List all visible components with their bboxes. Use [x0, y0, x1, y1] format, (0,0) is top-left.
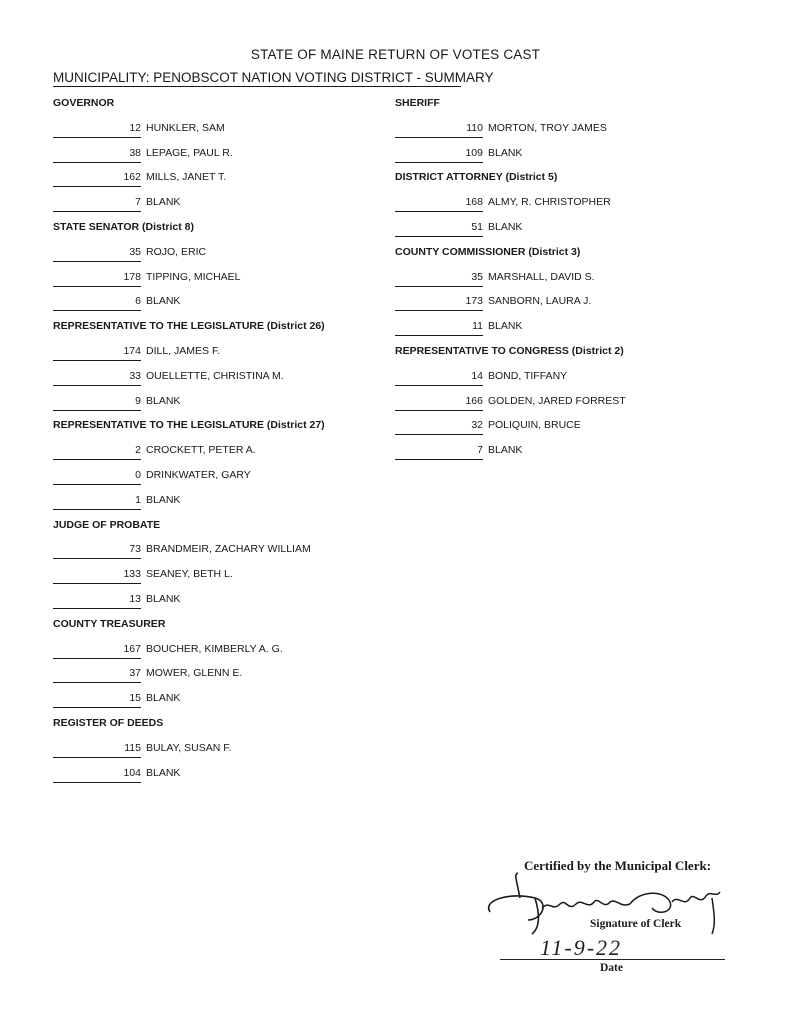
candidate-row: [395, 443, 695, 468]
certification-heading: Certified by the Municipal Clerk:: [524, 858, 712, 873]
office-title: STATE SENATOR (District 8): [53, 220, 194, 233]
candidate-row: [53, 468, 373, 493]
candidate-name: BRANDMEIR, ZACHARY WILLIAM: [146, 543, 311, 556]
office-title: REPRESENTATIVE TO THE LEGISLATURE (District 26): [53, 320, 325, 333]
vote-count: 166: [395, 394, 483, 411]
candidate-row: [53, 344, 373, 369]
vote-count: 104: [53, 766, 141, 783]
candidate-name: TIPPING, MICHAEL: [146, 270, 241, 283]
candidate-name: DRINKWATER, GARY: [146, 468, 251, 481]
candidate-name: BLANK: [146, 592, 181, 605]
candidate-row: [53, 766, 373, 791]
candidate-row: [53, 121, 373, 146]
vote-count: 38: [53, 146, 141, 163]
office-title: REPRESENTATIVE TO THE LEGISLATURE (District 27): [53, 419, 325, 432]
office-title: JUDGE OF PROBATE: [53, 518, 161, 531]
candidate-name: CROCKETT, PETER A.: [146, 444, 256, 457]
candidate-name: LEPAGE, PAUL R.: [146, 146, 233, 159]
municipality-heading: MUNICIPALITY: PENOBSCOT NATION VOTING DISTRICT - SUMMARY: [53, 70, 494, 85]
vote-count: 13: [53, 592, 141, 609]
candidate-row: [53, 394, 373, 419]
vote-count: 15: [53, 691, 141, 708]
candidate-name: BLANK: [146, 766, 181, 779]
signature-label: Signature of Clerk: [590, 918, 682, 930]
office-title: COUNTY TREASURER: [53, 617, 166, 630]
candidate-name: BLANK: [146, 394, 181, 407]
candidate-name: POLIQUIN, BRUCE: [488, 419, 581, 432]
office-title: REPRESENTATIVE TO CONGRESS (District 2): [395, 344, 624, 357]
vote-count: 109: [395, 146, 483, 163]
candidate-name: BLANK: [488, 146, 523, 159]
candidate-row: [53, 294, 373, 319]
candidate-name: ROJO, ERIC: [146, 245, 207, 258]
vote-count: 167: [53, 642, 141, 659]
vote-count: 7: [395, 443, 483, 460]
candidate-name: BLANK: [146, 692, 181, 705]
candidate-name: BLANK: [146, 196, 181, 209]
candidate-row: [395, 294, 695, 319]
vote-count: 32: [395, 418, 483, 435]
candidate-name: BLANK: [146, 493, 181, 506]
office-title: DISTRICT ATTORNEY (District 5): [395, 171, 558, 184]
vote-count: 11: [395, 319, 483, 336]
candidate-name: MARSHALL, DAVID S.: [488, 270, 595, 283]
office-title: COUNTY COMMISSIONER (District 3): [395, 245, 581, 258]
vote-count: 37: [53, 666, 141, 683]
candidate-row: [53, 666, 373, 691]
candidate-row: [53, 195, 373, 220]
vote-count: 0: [53, 468, 141, 485]
document-title: STATE OF MAINE RETURN OF VOTES CAST: [250, 47, 541, 62]
candidate-row: [395, 146, 695, 171]
vote-count: 133: [53, 567, 141, 584]
vote-count: 110: [395, 121, 483, 138]
office-title: SHERIFF: [395, 97, 440, 109]
candidate-row: [395, 394, 695, 419]
left-column: [53, 96, 373, 790]
candidate-row: [53, 642, 373, 667]
vote-count: 35: [395, 270, 483, 287]
vote-count: 178: [53, 270, 141, 287]
candidate-row: [395, 220, 695, 245]
candidate-row: [53, 369, 373, 394]
candidate-name: MOWER, GLENN E.: [146, 667, 243, 680]
candidate-row: [395, 369, 695, 394]
candidate-name: SANBORN, LAURA J.: [488, 295, 592, 308]
candidate-name: OUELLETTE, CHRISTINA M.: [146, 369, 284, 382]
vote-count: 115: [53, 741, 141, 758]
candidate-name: BULAY, SUSAN F.: [146, 741, 232, 754]
right-column: [395, 96, 695, 468]
office-title: REGISTER OF DEEDS: [53, 716, 164, 729]
vote-count: 1: [53, 493, 141, 510]
candidate-row: [395, 319, 695, 344]
vote-count: 14: [395, 369, 483, 386]
candidate-row: [53, 245, 373, 270]
candidate-row: [395, 121, 695, 146]
candidate-name: BLANK: [146, 295, 181, 308]
vote-count: 162: [53, 170, 141, 187]
vote-count: 2: [53, 443, 141, 460]
candidate-name: HUNKLER, SAM: [146, 121, 225, 134]
vote-count: 51: [395, 220, 483, 237]
candidate-name: BOND, TIFFANY: [488, 369, 568, 382]
candidate-row: [395, 195, 695, 220]
candidate-name: BLANK: [488, 220, 523, 233]
vote-count: 6: [53, 294, 141, 311]
date-value: 11-9-22: [540, 935, 623, 960]
candidate-row: [53, 493, 373, 518]
candidate-row: [53, 567, 373, 592]
vote-count: 168: [395, 195, 483, 212]
candidate-name: SEANEY, BETH L.: [146, 568, 233, 581]
date-line: [500, 959, 725, 960]
vote-count: 73: [53, 542, 141, 559]
vote-count: 173: [395, 294, 483, 311]
date-label: Date: [600, 962, 623, 974]
vote-count: 9: [53, 394, 141, 411]
candidate-row: [53, 443, 373, 468]
candidate-row: [53, 741, 373, 766]
candidate-name: DILL, JAMES F.: [146, 344, 221, 357]
vote-count: 174: [53, 344, 141, 361]
candidate-row: [53, 170, 373, 195]
vote-count: 12: [53, 121, 141, 138]
candidate-row: [53, 542, 373, 567]
candidate-row: [53, 592, 373, 617]
candidate-name: ALMY, R. CHRISTOPHER: [488, 196, 611, 209]
candidate-row: [53, 146, 373, 171]
candidate-row: [395, 418, 695, 443]
candidate-name: BLANK: [488, 444, 523, 457]
office-title: GOVERNOR: [53, 97, 115, 109]
vote-count: 7: [53, 195, 141, 212]
candidate-row: [53, 270, 373, 295]
candidate-row: [395, 270, 695, 295]
candidate-name: MORTON, TROY JAMES: [488, 121, 607, 134]
candidate-name: MILLS, JANET T.: [146, 171, 227, 184]
candidate-row: [53, 691, 373, 716]
vote-count: 33: [53, 369, 141, 386]
candidate-name: GOLDEN, JARED FORREST: [488, 394, 626, 407]
vote-count: 35: [53, 245, 141, 262]
candidate-name: BOUCHER, KIMBERLY A. G.: [146, 642, 283, 655]
candidate-name: BLANK: [488, 320, 523, 333]
